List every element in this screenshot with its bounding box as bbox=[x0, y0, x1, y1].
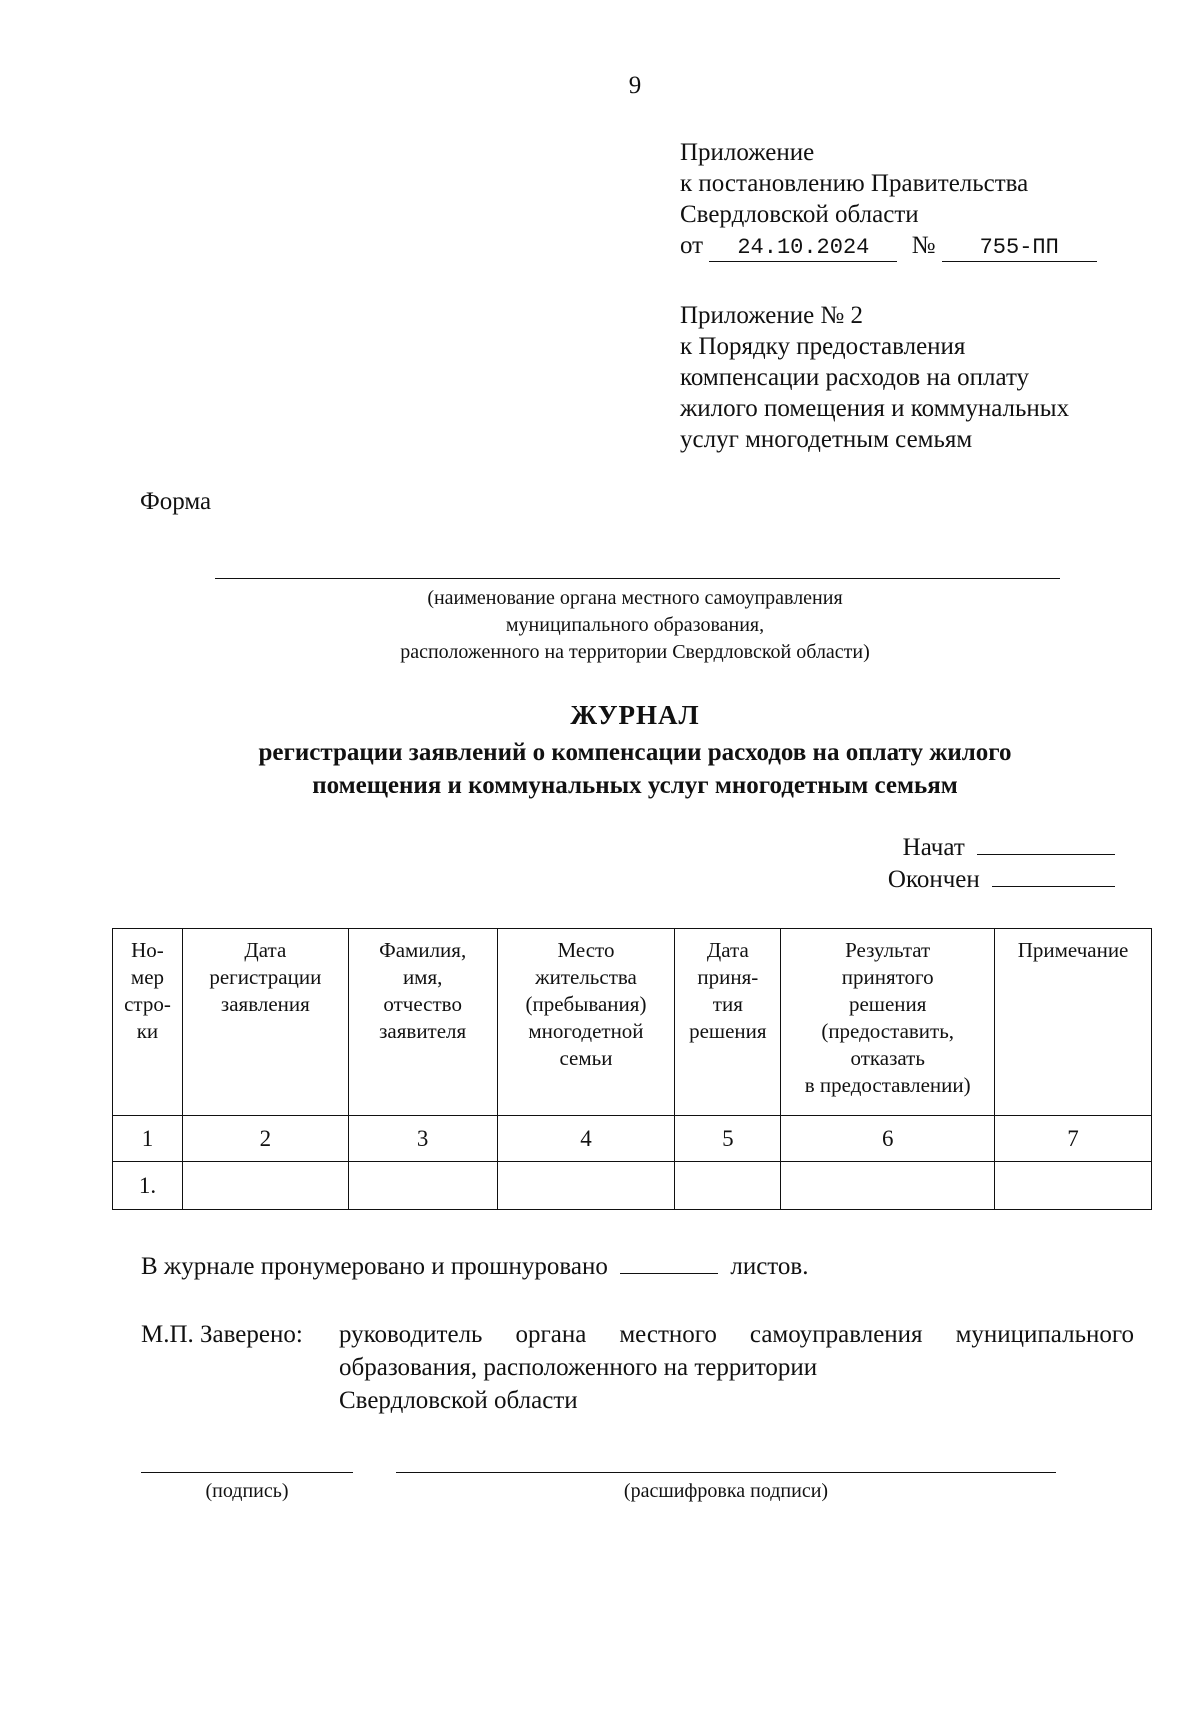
started-label: Начат bbox=[902, 834, 965, 861]
table-cell bbox=[781, 1162, 995, 1210]
header-cell: Результат принятого решения (предоставить, отказать в предоставлении) bbox=[781, 929, 995, 1116]
appendix-2-line4: жилого помещения и коммунальных bbox=[680, 395, 1070, 422]
finished-row bbox=[888, 864, 1115, 896]
finished-blank bbox=[992, 866, 1115, 887]
date-prefix: от bbox=[680, 232, 704, 259]
form-label: Форма bbox=[140, 488, 212, 515]
org-name-caption bbox=[0, 585, 1200, 666]
header-cell: Но- мер стро- ки bbox=[113, 929, 183, 1116]
sheets-count-blank bbox=[620, 1253, 718, 1274]
appendix-2-block bbox=[680, 300, 1069, 455]
header-cell: Дата регистрации заявления bbox=[182, 929, 348, 1116]
org-caption-line2: муниципального образования, bbox=[505, 614, 765, 636]
signature-decoding-line bbox=[396, 1472, 1056, 1473]
table-row bbox=[113, 1162, 1152, 1210]
column-number-cell: 6 bbox=[781, 1116, 995, 1162]
table-cell: 1. bbox=[113, 1162, 183, 1210]
signature-caption: (подпись) bbox=[205, 1480, 289, 1502]
appendix-1-line2: к постановлению Правительства bbox=[680, 170, 1029, 197]
numbered-text-before: В журнале пронумеровано и прошнуровано bbox=[141, 1253, 608, 1280]
started-blank bbox=[977, 834, 1115, 855]
number-prefix: № bbox=[911, 232, 936, 259]
column-number-cell: 4 bbox=[497, 1116, 675, 1162]
table-cell bbox=[497, 1162, 675, 1210]
certifier-line3: Свердловской области bbox=[339, 1387, 578, 1414]
header-cell: Место жительства (пребывания) многодетной семьи bbox=[497, 929, 675, 1116]
column-number-cell: 2 bbox=[182, 1116, 348, 1162]
journal-subtitle-line2: помещения и коммунальных услуг многодетным семьям bbox=[312, 772, 958, 799]
header-cell: Примечание bbox=[995, 929, 1152, 1116]
numbered-text-after: листов. bbox=[730, 1253, 809, 1280]
table-cell bbox=[675, 1162, 781, 1210]
certifier-line1: руководитель органа местного самоуправления муниципального bbox=[339, 1321, 1134, 1348]
certifier-description bbox=[339, 1318, 1134, 1417]
appendix-1-block bbox=[680, 137, 1097, 262]
number-value: 755-ПП bbox=[942, 235, 1097, 262]
table-header-row bbox=[113, 929, 1152, 1116]
numbered-sheets-statement bbox=[141, 1253, 808, 1281]
column-number-cell: 5 bbox=[675, 1116, 781, 1162]
page-number: 9 bbox=[628, 72, 642, 99]
journal-table bbox=[112, 928, 1152, 1210]
header-cell: Дата приня- тия решения bbox=[675, 929, 781, 1116]
appendix-2-line2: к Порядку предоставления bbox=[680, 333, 966, 360]
date-value: 24.10.2024 bbox=[709, 235, 897, 262]
journal-subtitle-line1: регистрации заявлений о компенсации расходов на оплату жилого bbox=[258, 739, 1012, 766]
certifier-line2: образования, расположенного на территории bbox=[339, 1354, 818, 1381]
org-caption-line3: расположенного на территории Свердловской области) bbox=[400, 641, 870, 663]
column-number-cell: 7 bbox=[995, 1116, 1152, 1162]
appendix-1-line1: Приложение bbox=[680, 139, 815, 166]
signature-line bbox=[141, 1472, 353, 1473]
journal-title: ЖУРНАЛ bbox=[570, 700, 700, 730]
signature-decoding-caption: (расшифровка подписи) bbox=[623, 1480, 829, 1502]
table-cell bbox=[348, 1162, 497, 1210]
started-row bbox=[888, 832, 1115, 864]
appendix-2-line5: услуг многодетным семьям bbox=[680, 426, 973, 453]
appendix-1-date-row bbox=[680, 230, 1097, 262]
column-number-cell: 3 bbox=[348, 1116, 497, 1162]
journal-dates bbox=[888, 832, 1115, 896]
appendix-2-line3: компенсации расходов на оплату bbox=[680, 364, 1030, 391]
journal-subtitle bbox=[0, 736, 1200, 802]
column-number-cell: 1 bbox=[113, 1116, 183, 1162]
mp-certified-label: М.П. Заверено: bbox=[141, 1321, 303, 1348]
table-cell bbox=[995, 1162, 1152, 1210]
table-cell bbox=[182, 1162, 348, 1210]
appendix-2-line1: Приложение № 2 bbox=[680, 302, 864, 329]
finished-label: Окончен bbox=[887, 866, 980, 893]
appendix-1-line3: Свердловской области bbox=[680, 201, 919, 228]
org-name-line bbox=[215, 578, 1060, 579]
table-column-numbers-row bbox=[113, 1116, 1152, 1162]
org-caption-line1: (наименование органа местного самоуправления bbox=[427, 587, 843, 609]
header-cell: Фамилия, имя, отчество заявителя bbox=[348, 929, 497, 1116]
